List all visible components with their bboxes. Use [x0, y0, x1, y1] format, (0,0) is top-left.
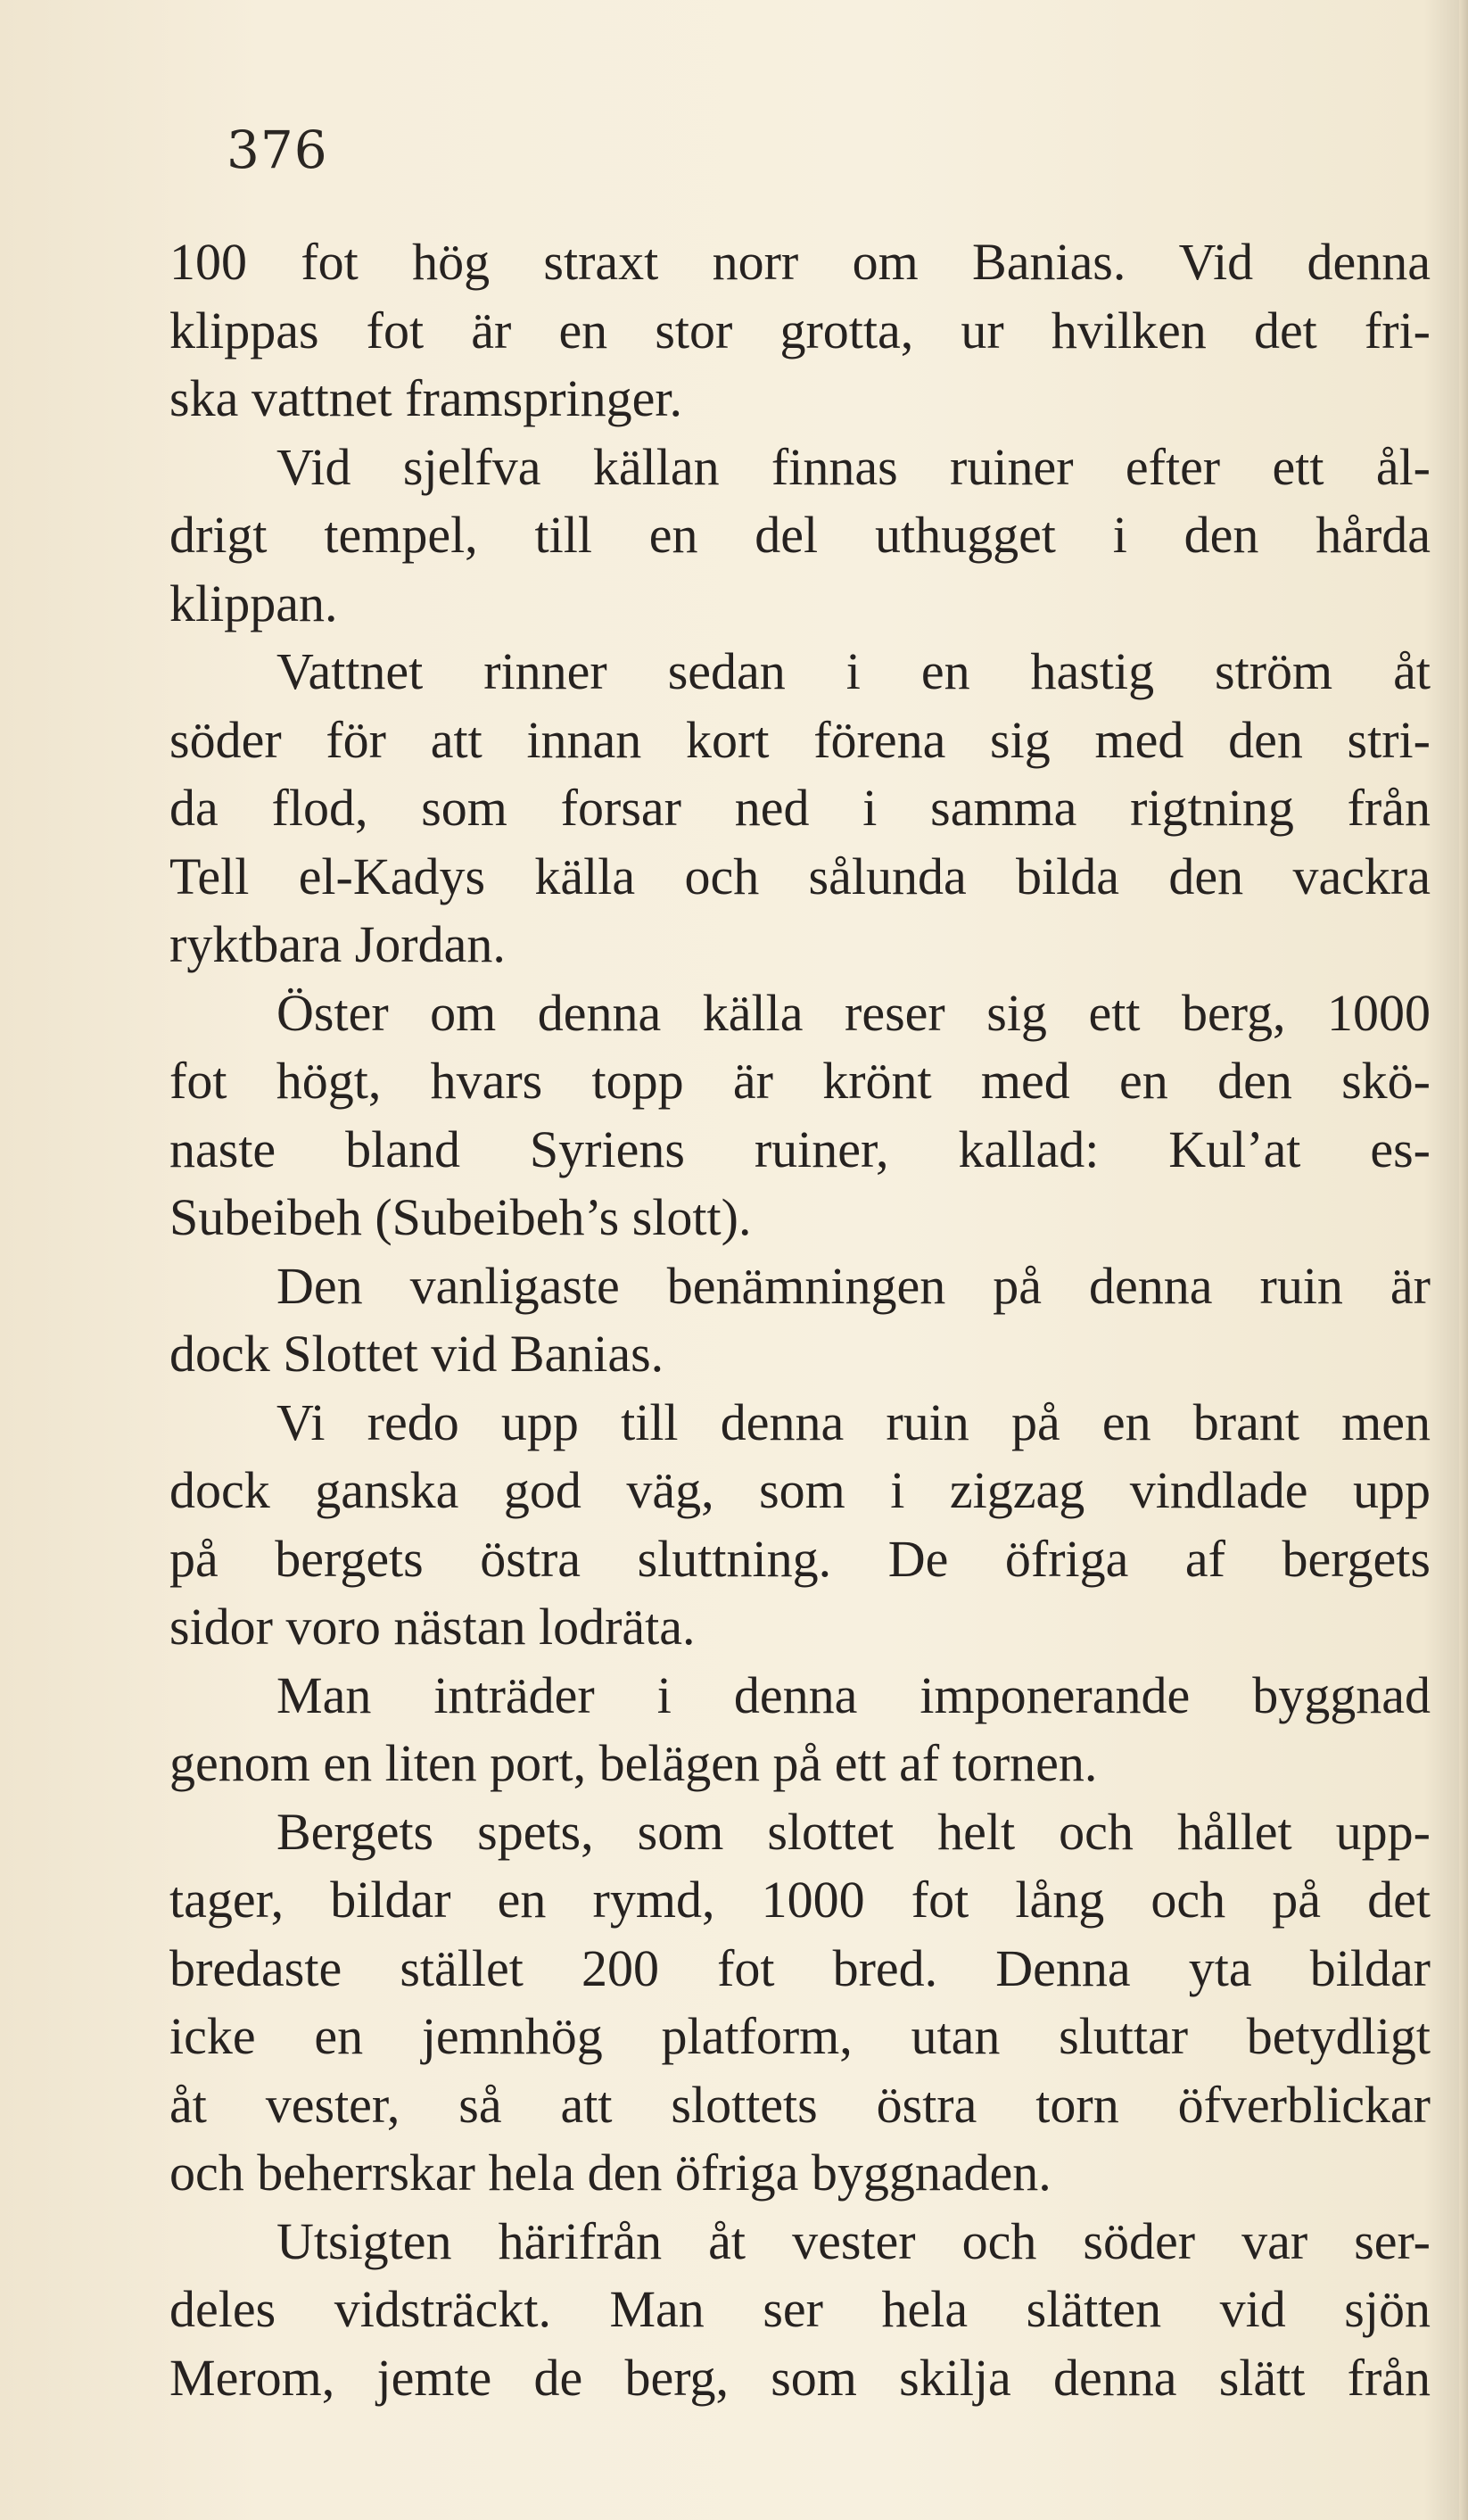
paragraph	[169, 1662, 1431, 1798]
page-number: 376	[227, 120, 328, 180]
text-line: da flod, som forsar ned i samma rigtning från	[169, 779, 1431, 837]
paragraph	[169, 1798, 1431, 2208]
text-line: Vi redo upp till denna ruin på en brant men	[276, 1392, 1431, 1451]
text-line: Bergets spets, som slottet helt och hållet upp-	[276, 1802, 1431, 1861]
paragraph	[169, 1252, 1431, 1389]
text-line: ska vattnet framspringer.	[169, 369, 682, 427]
text-line: klippan.	[169, 574, 338, 632]
text-line: dock ganska god väg, som i zigzag vindlade upp	[169, 1461, 1431, 1519]
paragraph	[169, 228, 1431, 434]
text-line: icke en jemnhög platform, utan sluttar betydligt	[169, 2007, 1431, 2065]
text-line: Man inträder i denna imponerande byggnad	[276, 1665, 1431, 1724]
paragraph	[169, 434, 1431, 639]
text-line: 100 fot hög straxt norr om Banias. Vid denna	[169, 233, 1431, 291]
body-text	[169, 228, 1431, 2412]
page-edge	[1459, 0, 1468, 2520]
text-line: klippas fot är en stor grotta, ur hvilken det fri-	[169, 301, 1431, 359]
text-line: Vattnet rinner sedan i en hastig ström åt	[276, 642, 1431, 700]
paragraph	[169, 638, 1431, 979]
text-line: Öster om denna källa reser sig ett berg, 1000	[276, 983, 1431, 1042]
text-line: drigt tempel, till en del uthugget i den hårda	[169, 506, 1431, 564]
text-line: genom en liten port, belägen på ett af tornen.	[169, 1734, 1098, 1792]
text-line: deles vidsträckt. Man ser hela slätten vid sjön	[169, 2280, 1431, 2338]
text-line: och beherrskar hela den öfriga byggnaden.	[169, 2144, 1052, 2202]
text-line: Merom, jemte de berg, som skilja denna slätt från	[169, 2348, 1431, 2407]
text-line: bredaste stället 200 fot bred. Denna yta bildar	[169, 1938, 1431, 1997]
text-line: Tell el-Kadys källa och sålunda bilda den vackra	[169, 847, 1431, 905]
text-line: Vid sjelfva källan finnas ruiner efter ett ål-	[276, 437, 1431, 496]
paragraph	[169, 979, 1431, 1252]
paragraph	[169, 1389, 1431, 1662]
text-line: på bergets östra sluttning. De öfriga af bergets	[169, 1529, 1431, 1588]
text-line: sidor voro nästan lodräta.	[169, 1598, 696, 1656]
text-line: ryktbara Jordan.	[169, 915, 506, 973]
text-line: Utsigten härifrån åt vester och söder var ser-	[276, 2211, 1431, 2270]
text-line: Subeibeh (Subeibeh’s slott).	[169, 1188, 752, 1246]
text-line: naste bland Syriens ruiner, kallad: Kul’at es-	[169, 1120, 1431, 1178]
text-line: Den vanligaste benämningen på denna ruin är	[276, 1256, 1431, 1315]
text-line: åt vester, så att slottets östra torn öfverblickar	[169, 2075, 1431, 2134]
paragraph	[169, 2208, 1431, 2413]
text-line: dock Slottet vid Banias.	[169, 1325, 664, 1383]
text-line: tager, bildar en rymd, 1000 fot lång och på det	[169, 1871, 1431, 1929]
text-line: fot högt, hvars topp är krönt med en den skö-	[169, 1052, 1431, 1110]
text-line: söder för att innan kort förena sig med den stri-	[169, 710, 1431, 769]
